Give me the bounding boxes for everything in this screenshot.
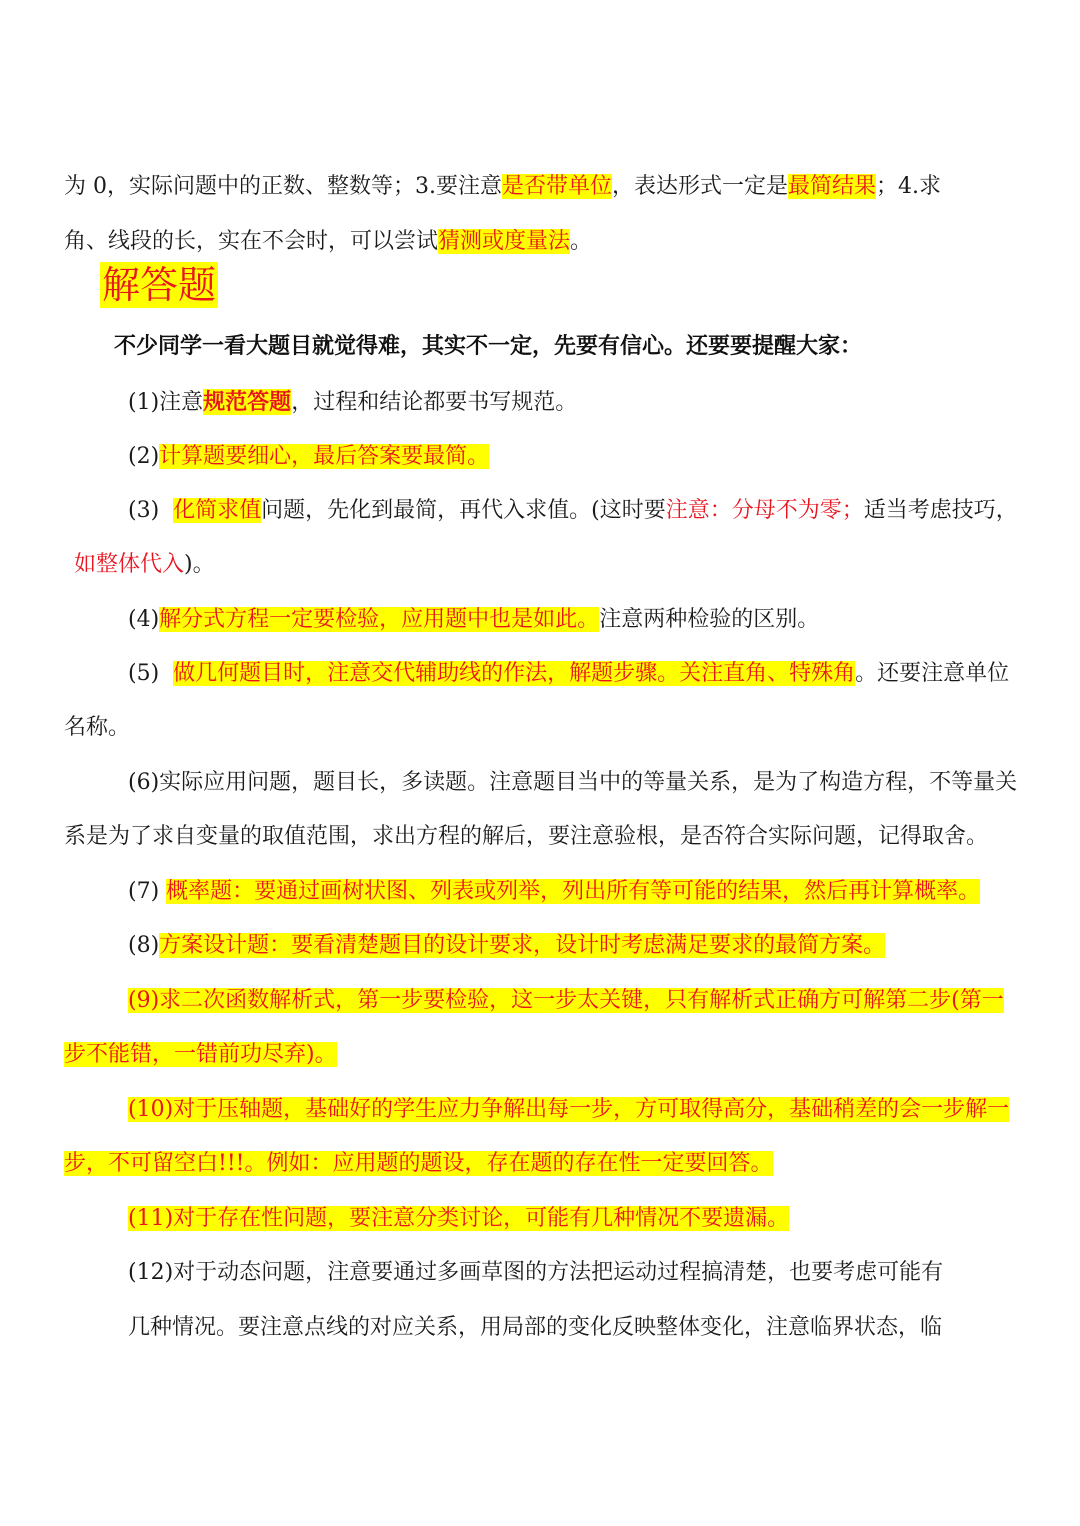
text-span: 注意两种检验的区别。: [599, 607, 820, 632]
highlight-span: 是否带单位: [501, 174, 612, 199]
text-span: 系是为了求自变量的取值范围，求出方程的解后，要注意验根，是否符合实际问题，记得取舍。: [64, 824, 989, 849]
text-span: (8): [128, 933, 160, 958]
item-7: [0, 875, 1080, 909]
text-span: ，表达形式一定是: [612, 174, 789, 199]
text-span: 名称。: [64, 715, 131, 740]
item-5-cont: [0, 711, 1080, 745]
text-span: (1)注意: [128, 390, 204, 415]
top-line-1: [0, 170, 1080, 204]
text-span: ，过程和结论都要书写规范。: [291, 390, 578, 415]
section-title: 解答题: [102, 263, 217, 307]
highlight-span: 方案设计题：要看清楚题目的设计要求，设计时考虑满足要求的最简方案。: [159, 933, 886, 958]
item-1: [0, 385, 1080, 420]
highlight-span: 化简求值: [173, 498, 262, 523]
text-span: (6)实际应用问题，题目长，多读题。注意题目当中的等量关系，是为了构造方程，不等量关: [128, 770, 1018, 795]
item-12-cont: [0, 1311, 1080, 1345]
text-span: ；4.求: [876, 174, 942, 199]
text-span: (4): [128, 607, 160, 632]
text-span: (7): [128, 879, 167, 904]
intro-line: 不少同学一看大题目就觉得难，其实不一定，先要有信心。还要要提醒大家：: [114, 334, 863, 359]
item-5: [0, 657, 1080, 691]
item-10: [0, 1093, 1080, 1127]
text-span: (5): [128, 661, 174, 686]
item-3-cont: [0, 548, 1080, 582]
red-text-span: 注意：分母不为零；: [665, 498, 864, 523]
text-span: 角、线段的长，实在不会时，可以尝试: [64, 229, 439, 254]
highlight-span: 规范答题: [203, 389, 292, 415]
text-span: 几种情况。要注意点线的对应关系，用局部的变化反映整体变化，注意临界状态，临: [128, 1315, 943, 1340]
highlight-span: 猜测或度量法: [438, 229, 571, 254]
highlight-span: (11)对于存在性问题，要注意分类讨论，可能有几种情况不要遗漏。: [128, 1206, 790, 1231]
text-span: 适当考虑技巧，: [863, 498, 1018, 523]
text-span: (3): [128, 498, 174, 523]
highlight-span: 做几何题目时，注意交代辅助线的作法，解题步骤。关注直角、特殊角: [173, 661, 856, 686]
item-6: [0, 766, 1080, 800]
item-6-cont: [0, 820, 1080, 854]
text-span: 。: [570, 229, 593, 254]
item-10-cont: [0, 1147, 1080, 1181]
highlight-span: 步不能错，一错前功尽弃)。: [64, 1042, 337, 1067]
text-span: 为 0，实际问题中的正数、整数等；3.要注意: [64, 174, 502, 199]
item-3: [0, 494, 1080, 528]
text-span: (12)对于动态问题，注意要通过多画草图的方法把运动过程搞清楚，也要考虑可能有: [128, 1260, 944, 1285]
text-span: )。: [184, 552, 215, 577]
item-9: [0, 984, 1080, 1018]
top-line-2: [0, 225, 1080, 259]
item-12: [0, 1256, 1080, 1290]
highlight-span: 概率题：要通过画树状图、列表或列举，列出所有等可能的结果，然后再计算概率。: [166, 879, 981, 904]
highlight-span: (10)对于压轴题，基础好的学生应力争解出每一步，方可取得高分，基础稍差的会一步解一: [128, 1097, 1010, 1122]
highlight-span: 步，不可留空白!!!。例如：应用题的题设，存在题的存在性一定要回答。: [64, 1151, 773, 1176]
red-text-span: 如整体代入: [74, 552, 185, 577]
text-span: 问题，先化到最简，再代入求值。(这时要: [261, 498, 666, 523]
item-8: [0, 929, 1080, 963]
item-11: [0, 1202, 1080, 1236]
item-2: [0, 440, 1080, 474]
highlight-span: 计算题要细心，最后答案要最简。: [159, 444, 490, 469]
item-4: [0, 603, 1080, 637]
highlight-span: (9)求二次函数解析式，第一步要检验，这一步太关键，只有解析式正确方可解第二步(第一: [128, 988, 1004, 1013]
highlight-span: 解分式方程一定要检验，应用题中也是如此。: [159, 607, 600, 632]
item-9-cont: [0, 1038, 1080, 1072]
text-span: (2): [128, 444, 160, 469]
highlight-span: 最简结果: [788, 174, 877, 199]
text-span: 。还要注意单位: [855, 661, 1010, 686]
